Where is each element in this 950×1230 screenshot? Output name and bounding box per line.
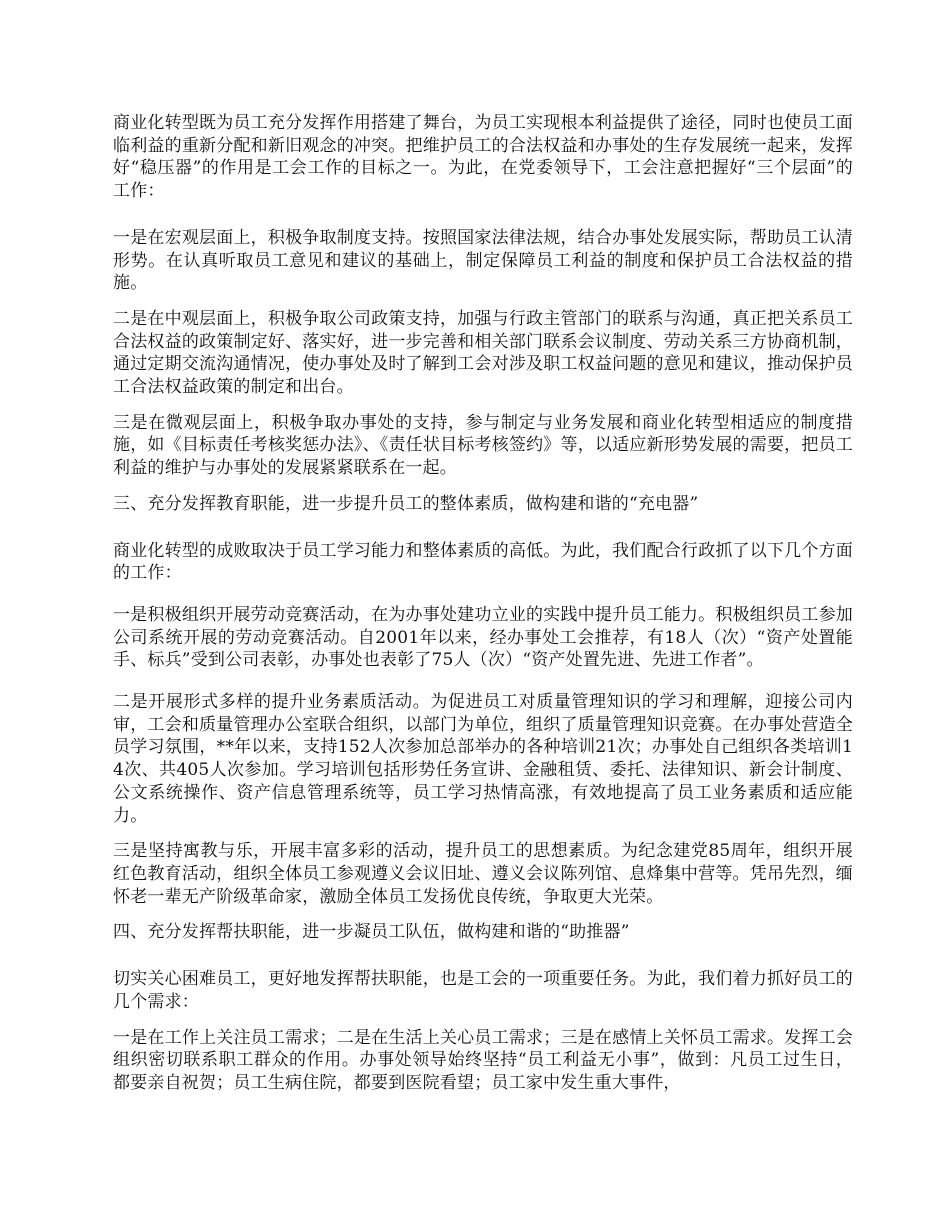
- paragraph-assistance-intro: 切实关心困难员工，更好地发挥帮扶职能，也是工会的一项重要任务。为此，我们着力抓好员工的几个需求：: [113, 969, 853, 1012]
- section-heading-education: 三、充分发挥教育职能，进一步提升员工的整体素质，做构建和谐的“充电器”: [113, 493, 699, 514]
- section-heading-assistance: 四、充分发挥帮扶职能，进一步凝员工队伍，做构建和谐的“助推器”: [113, 922, 630, 943]
- paragraph-micro-level: 三是在微观层面上，积极争取办事处的支持，参与制定与业务发展和商业化转型相适应的制度措施，如《目标责任考核奖惩办法》、《责任状目标考核签约》等，以适应新形势发展的需要，把员工利益的维护与办事处的发展紧紧联系在一起。: [113, 412, 853, 479]
- paragraph-education-intro: 商业化转型的成败取决于员工学习能力和整体素质的高低。为此，我们配合行政抓了以下几个方面的工作：: [113, 540, 853, 584]
- paragraph-ideological-activities: 三是坚持寓教与乐，开展丰富多彩的活动，提升员工的思想素质。为纪念建党85周年，组织开展红色教育活动，组织全体员工参观遵义会议旧址、遵义会议陈列馆、息烽集中营等。凭吊先烈，缅怀老一辈无产阶级革命家，激励全体员工发扬优良传统，争取更大光荣。: [113, 841, 853, 907]
- document-body: [113, 112, 853, 1108]
- paragraph-meso-level: 二是在中观层面上，积极争取公司政策支持，加强与行政主管部门的联系与沟通，真正把关系员工合法权益的政策制定好、落实好，进一步完善和相关部门联系会议制度、劳动关系三方协商机制，通过定期交流沟通情况，使办事处及时了解到工会对涉及职工权益问题的意见和建议，推动保护员工合法权益政策的制定和出台。: [113, 308, 853, 398]
- paragraph-employee-needs: 一是在工作上关注员工需求；二是在生活上关心员工需求；三是在感情上关怀员工需求。发挥工会组织密切联系职工群众的作用。办事处领导始终坚持“员工利益无小事”，做到：凡员工过生日，都要亲自祝贺；员工生病住院，都要到医院看望；员工家中发生重大事件，: [113, 1027, 853, 1093]
- paragraph-labor-competition: 一是积极组织开展劳动竞赛活动，在为办事处建功立业的实践中提升员工能力。积极组织员工参加公司系统开展的劳动竞赛活动。自2001年以来，经办事处工会推荐，有18人（次）“资产处置能手、标兵”受到公司表彰，办事处也表彰了75人（次）“资产处置先进、先进工作者”。: [113, 604, 853, 671]
- paragraph-intro: 商业化转型既为员工充分发挥作用搭建了舞台，为员工实现根本利益提供了途径，同时也使员工面临利益的重新分配和新旧观念的冲突。把维护员工的合法权益和办事处的生存发展统一起来，发挥好“稳压器”的作用是工会工作的目标之一。为此，在党委领导下，工会注意把握好“三个层面”的工作：: [113, 113, 853, 202]
- paragraph-training: 二是开展形式多样的提升业务素质活动。为促进员工对质量管理知识的学习和理解，迎接公司内审，工会和质量管理办公室联合组织，以部门为单位，组织了质量管理知识竞赛。在办事处营造全员学习氛围，**年以来，支持152人次参加总部举办的各种培训21次；办事处自己组织各类培训14次、共405人次参加。学习培训包括形势任务宣讲、金融租赁、委托、法律知识、新会计制度、公文系统操作、资产信息管理系统等，员工学习热情高涨，有效地提高了员工业务素质和适应能力。: [113, 692, 853, 826]
- paragraph-macro-level: 一是在宏观层面上，积极争取制度支持。按照国家法律法规，结合办事处发展实际，帮助员工认清形势。在认真听取员工意见和建议的基础上，制定保障员工利益的制度和保护员工合法权益的措施。: [113, 227, 853, 294]
